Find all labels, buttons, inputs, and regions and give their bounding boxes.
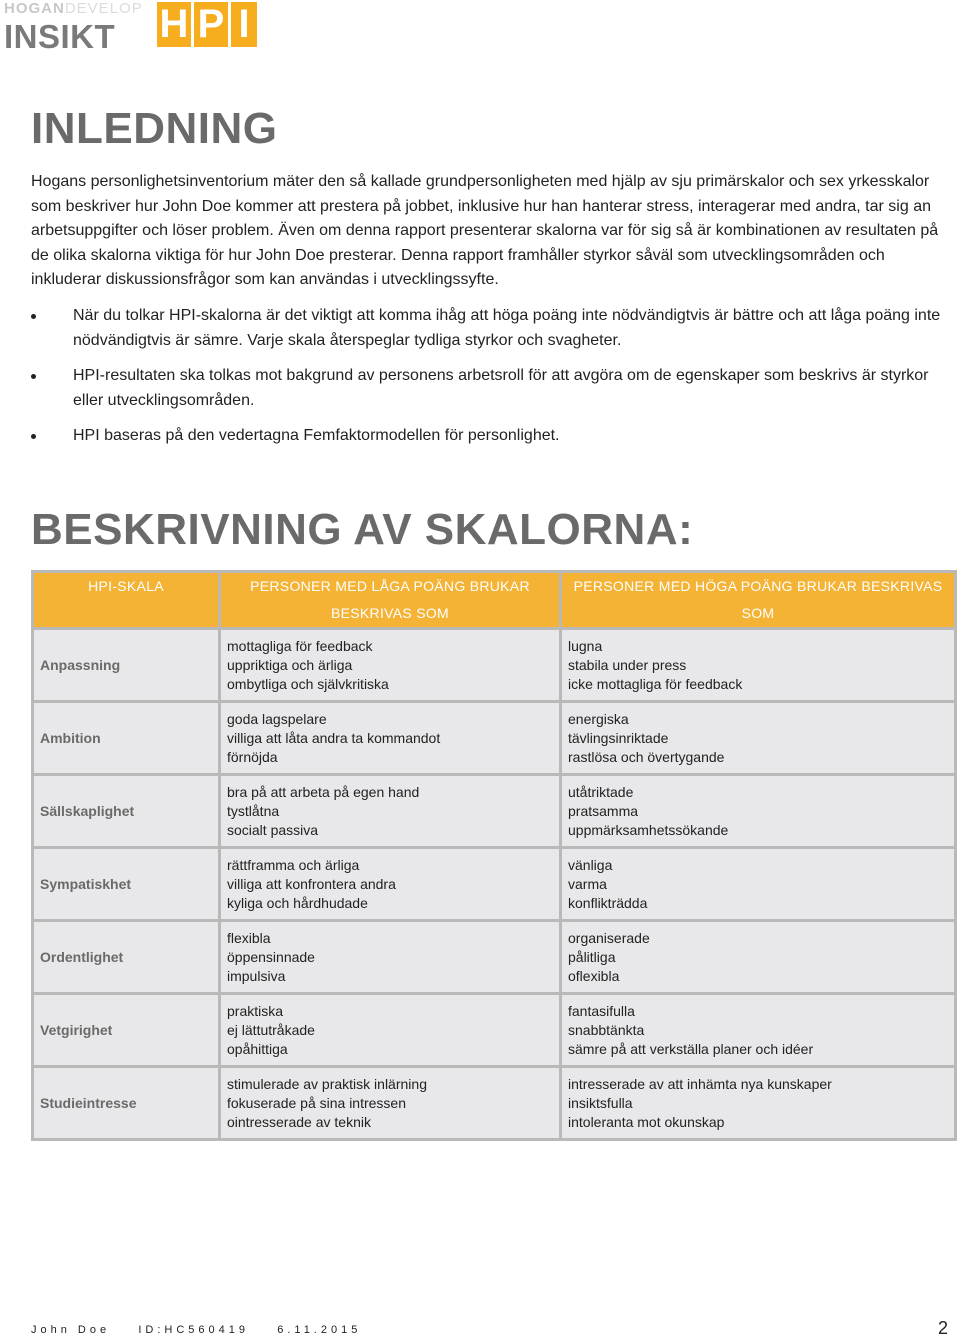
scale-name: Sällskaplighet <box>34 776 218 846</box>
description-line: insiktsfulla <box>568 1095 633 1111</box>
table-row <box>34 922 954 992</box>
header-hpi-scale: HPI-SKALA <box>34 573 218 627</box>
hpi-logo-i: I <box>231 2 257 47</box>
scale-low-description <box>221 776 559 846</box>
scale-low-description <box>221 922 559 992</box>
intro-bullet-list <box>31 304 946 460</box>
description-line: intresserade av att inhämta nya kunskaper <box>568 1076 832 1092</box>
description-line: pålitliga <box>568 949 616 965</box>
bullet-dot-icon <box>31 374 36 379</box>
description-line: intoleranta mot okunskap <box>568 1114 725 1130</box>
header-high-scores: PERSONER MED HÖGA POÄNG BRUKAR BESKRIVAS SOM <box>562 573 954 627</box>
scale-low-description <box>221 995 559 1065</box>
description-line: stabila under press <box>568 657 687 673</box>
description-line: varma <box>568 876 607 892</box>
description-line: kyliga och hårdhudade <box>227 895 368 911</box>
scale-table-body <box>34 630 954 1138</box>
table-row <box>34 630 954 700</box>
table-row <box>34 776 954 846</box>
brand-header <box>0 0 300 60</box>
description-line: impulsiva <box>227 968 286 984</box>
description-line: villiga att låta andra ta kommandot <box>227 730 441 746</box>
description-line: konflikträdda <box>568 895 648 911</box>
scale-table <box>31 570 957 1141</box>
scale-name: Ambition <box>34 703 218 773</box>
description-line: öppensinnade <box>227 949 315 965</box>
description-line: energiska <box>568 711 629 727</box>
table-row <box>34 995 954 1065</box>
hpi-logo <box>157 2 257 47</box>
scale-name: Studieintresse <box>34 1068 218 1138</box>
table-header-row <box>34 573 954 627</box>
scale-low-description <box>221 849 559 919</box>
bullet-dot-icon <box>31 434 36 439</box>
scale-high-description <box>562 703 954 773</box>
bullet-dot-icon <box>31 314 36 319</box>
scale-low-description <box>221 703 559 773</box>
table-row <box>34 1068 954 1138</box>
intro-paragraph: Hogans personlighetsinventorium mäter den så kallade grundpersonligheten med hjälp av sju primärskalor och sex yrkesskalor som beskriver hur John Doe kommer att prestera på jobbet, inklusive hur han hanterar stress, interagerar med andra, tar sig an arbetsuppgifter och löser problem. Även om denna rapport presenterar skalorna var för sig så är kombinationen av resultaten på de olika skalorna viktiga för hur John Doe presterar. Denna rapport framhåller styrkor såväl som utvecklingsområden och inkluderar diskussionsfrågor som kan användas i utvecklingssyfte. <box>31 173 939 288</box>
description-line: utåtriktade <box>568 784 634 800</box>
description-line: ombytliga och självkritiska <box>227 676 389 692</box>
description-line: oflexibla <box>568 968 620 984</box>
description-line: ej lättutråkade <box>227 1022 315 1038</box>
description-line: mottagliga för feedback <box>227 638 373 654</box>
description-line: snabbtänkta <box>568 1022 645 1038</box>
footer-info <box>31 1324 361 1336</box>
description-line: icke mottagliga för feedback <box>568 676 743 692</box>
brand-insikt: INSIKT <box>4 18 116 55</box>
description-line: uppriktiga och ärliga <box>227 657 353 673</box>
description-line: förnöjda <box>227 749 278 765</box>
scale-high-description <box>562 1068 954 1138</box>
bullet-item: När du tolkar HPI-skalorna är det viktigt att komma ihåg att höga poäng inte nödvändigtvis är bättre och att låga poäng inte nödvändigtvis är sämre. Varje skala återspeglar tydliga styrkor och svagheter. <box>31 304 946 353</box>
description-line: opåhittiga <box>227 1041 288 1057</box>
header-low-scores: PERSONER MED LÅGA POÄNG BRUKAR BESKRIVAS SOM <box>221 573 559 627</box>
description-line: ointresserade av teknik <box>227 1114 371 1130</box>
footer-name: John Doe <box>31 1324 111 1336</box>
scale-low-description <box>221 630 559 700</box>
hpi-logo-h: H <box>157 2 191 47</box>
description-line: goda lagspelare <box>227 711 327 727</box>
description-line: flexibla <box>227 930 271 946</box>
description-line: fantasifulla <box>568 1003 635 1019</box>
table-row <box>34 703 954 773</box>
footer-id: ID:HC560419 <box>138 1324 249 1336</box>
description-line: socialt passiva <box>227 822 319 838</box>
bullet-item: HPI baseras på den vedertagna Femfaktormodellen för personlighet. <box>31 424 946 449</box>
footer-date: 6.11.2015 <box>277 1324 362 1336</box>
description-line: rastlösa och övertygande <box>568 749 725 765</box>
description-line: vänliga <box>568 857 613 873</box>
description-line: bra på att arbeta på egen hand <box>227 784 420 800</box>
description-line: sämre på att verkställa planer och idéer <box>568 1041 814 1057</box>
description-line: tävlingsinriktade <box>568 730 669 746</box>
description-line: villiga att konfrontera andra <box>227 876 396 892</box>
description-line: stimulerade av praktisk inlärning <box>227 1076 427 1092</box>
scales-title: BESKRIVNING AV SKALORNA: <box>31 505 694 554</box>
scale-low-description <box>221 1068 559 1138</box>
scale-name: Sympatiskhet <box>34 849 218 919</box>
description-line: rättframma och ärliga <box>227 857 360 873</box>
description-line: organiserade <box>568 930 650 946</box>
scale-name: Vetgirighet <box>34 995 218 1065</box>
description-line: fokuserade på sina intressen <box>227 1095 406 1111</box>
brand-hogan-develop: HOGANDEVELOP <box>4 0 143 17</box>
scale-name: Anpassning <box>34 630 218 700</box>
description-line: praktiska <box>227 1003 284 1019</box>
description-line: tystlåtna <box>227 803 280 819</box>
description-line: uppmärksamhetssökande <box>568 822 729 838</box>
description-line: pratsamma <box>568 803 639 819</box>
scale-high-description <box>562 630 954 700</box>
scale-name: Ordentlighet <box>34 922 218 992</box>
scale-high-description <box>562 776 954 846</box>
page-number: 2 <box>937 1318 948 1338</box>
scale-high-description <box>562 849 954 919</box>
bullet-item: HPI-resultaten ska tolkas mot bakgrund av personens arbetsroll för att avgöra om de egenskaper som beskrivs är styrkor eller utvecklingsområden. <box>31 364 946 413</box>
scale-high-description <box>562 922 954 992</box>
intro-title: INLEDNING <box>31 104 278 153</box>
hpi-logo-p: P <box>194 2 228 47</box>
table-row <box>34 849 954 919</box>
description-line: lugna <box>568 638 603 654</box>
scale-high-description <box>562 995 954 1065</box>
